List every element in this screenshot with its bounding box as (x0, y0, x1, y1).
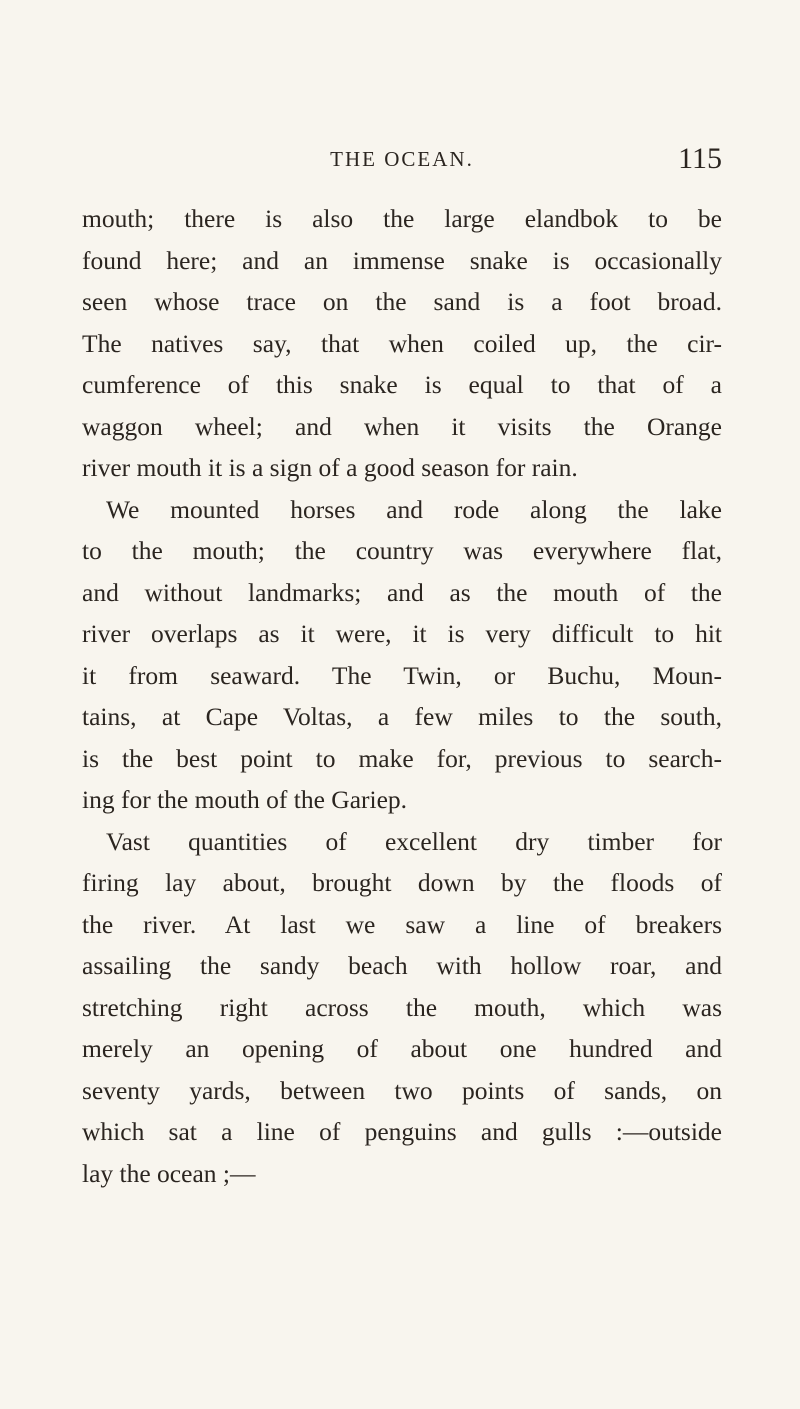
text-line: seventy yards, between two points of sands, on (82, 1075, 722, 1105)
text-line: waggon wheel; and when it visits the Orange (82, 411, 722, 441)
text-line: firing lay about, brought down by the floods of (82, 868, 722, 897)
text-line: assailing the sandy beach with hollow roar, and (82, 951, 722, 980)
text-line: which sat a line of penguins and gulls :—outside (82, 1117, 722, 1146)
text-line: stretching right across the mouth, which was (82, 992, 722, 1022)
text-line: seen whose trace on the sand is a foot broad. (82, 287, 722, 316)
text-line: mouth; there is also the large elandbok to be (82, 204, 722, 233)
text-line: and without landmarks; and as the mouth of the (82, 577, 722, 607)
text-line: is the best point to make for, previous to search- (82, 743, 722, 773)
text-line: it from seaward. The Twin, or Buchu, Moun- (82, 660, 722, 690)
running-title: THE OCEAN. (330, 147, 474, 171)
text-line: lay the ocean ;— (82, 1158, 256, 1188)
text-line: tains, at Cape Voltas, a few miles to the south, (82, 702, 722, 731)
text-line: The natives say, that when coiled up, the cir- (82, 328, 722, 358)
page-number: 115 (678, 142, 722, 175)
running-head (82, 142, 722, 186)
body-text (82, 198, 722, 1194)
text-line: the river. At last we saw a line of breakers (82, 909, 722, 939)
text-line: merely an opening of about one hundred and (82, 1034, 722, 1063)
text-line: cumference of this snake is equal to that of a (82, 370, 722, 399)
text-line: Vast quantities of excellent dry timber for (106, 826, 722, 856)
text-line: We mounted horses and rode along the lake (106, 494, 722, 524)
text-line: ing for the mouth of the Gariep. (82, 785, 408, 814)
text-line: river overlaps as it were, it is very difficult to hit (82, 619, 722, 648)
text-line: river mouth it is a sign of a good season for rain. (82, 453, 578, 482)
text-line: to the mouth; the country was everywhere flat, (82, 536, 722, 565)
text-line: found here; and an immense snake is occasionally (82, 245, 722, 275)
